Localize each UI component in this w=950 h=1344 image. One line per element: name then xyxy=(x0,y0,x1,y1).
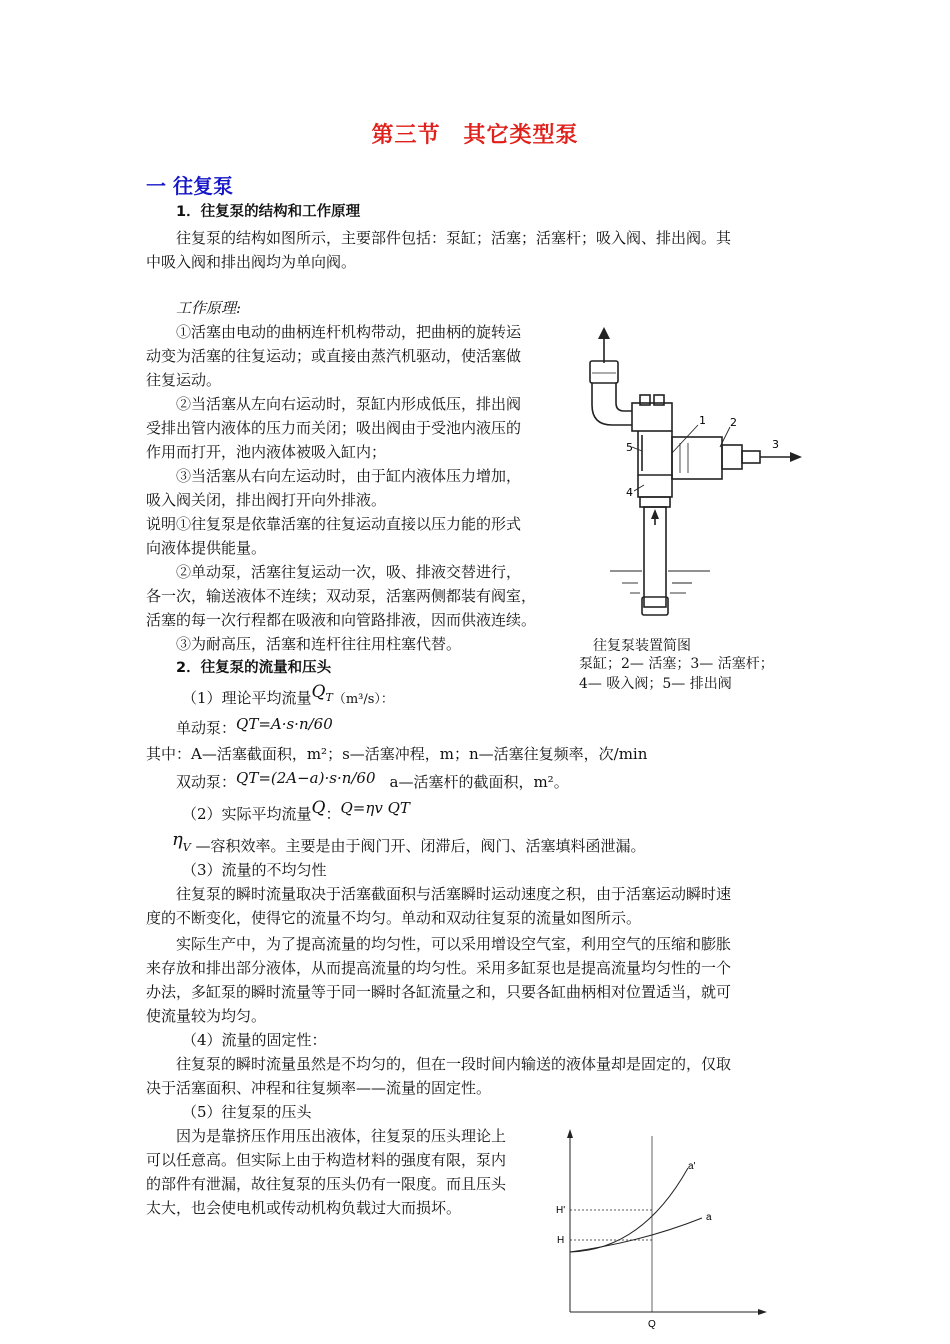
work-principle-label: 工作原理: xyxy=(176,299,242,317)
figure-label-1: 1 xyxy=(699,414,706,427)
principle-line: 活塞的每一次行程都在吸液和向管路排液，因而供液连续。 xyxy=(146,611,537,629)
principle-line: 各一次，输送液体不连续；双动泵，活塞两侧都装有阀室， xyxy=(146,587,537,605)
theory-flow-line xyxy=(182,682,394,712)
figure-label-2: 2 xyxy=(730,416,737,429)
principle-line: ③当活塞从右向左运动时，由于缸内液体压力增加， xyxy=(176,467,522,485)
intro-line-1: 往复泵的结构如图所示，主要部件包括：泵缸；活塞；活塞杆；吸入阀、排出阀。其 xyxy=(176,229,732,247)
principle-line: ②单动泵，活塞往复运动一次，吸、排液交替进行， xyxy=(176,563,522,581)
item4-line2: 决于活塞面积、冲程和往复频率——流量的固定性。 xyxy=(146,1079,492,1097)
eta-description: —容积效率。主要是由于阀门开、闭滞后，阀门、活塞填料函泄漏。 xyxy=(195,837,646,855)
item5-line: 太大，也会使电机或传动机构负载过大而损坏。 xyxy=(146,1199,462,1217)
figure-label-3: 3 xyxy=(772,438,779,451)
item3-p2-line3: 办法，多缸泵的瞬时流量等于同一瞬时各缸流量之和，只要各缸曲柄相对位置适当，就可 xyxy=(146,983,732,1001)
graph-label-a-prime: a' xyxy=(688,1161,696,1172)
eta-line xyxy=(172,829,646,860)
principle-line: ①活塞由电动的曲柄连杆机构带动，把曲柄的旋转运 xyxy=(176,323,522,341)
actual-flow-sep: ： xyxy=(325,805,341,823)
actual-flow-prefix: （2）实际平均流量 xyxy=(182,805,312,823)
figure-caption-line2: 4— 吸入阀；5— 排出阀 xyxy=(579,676,732,692)
section-title: 第三节 其它类型泵 xyxy=(371,123,579,148)
double-pump-formula: QT=(2A−a)·s·n/60 xyxy=(236,769,376,787)
reciprocating-pump-diagram xyxy=(580,325,815,635)
graph-label-h: H xyxy=(557,1235,565,1246)
eta-symbol: η xyxy=(172,829,183,850)
theory-flow-unit: （m³/s）： xyxy=(332,692,394,707)
item3-p2-line4: 使流量较为均匀。 xyxy=(146,1007,267,1025)
item3-title: （3）流量的不均匀性 xyxy=(182,861,327,879)
double-pump-line xyxy=(176,770,569,794)
figure-label-5: 5 xyxy=(626,441,633,454)
eta-subscript: V xyxy=(182,841,191,854)
item3-p2-line1: 实际生产中，为了提高流量的均匀性，可以采用增设空气室，利用空气的压缩和膨胀 xyxy=(176,935,732,953)
actual-flow-line xyxy=(182,798,410,826)
figure-caption-line1: 泵缸；2— 活塞；3— 活塞杆； xyxy=(579,656,774,672)
principle-line: 作用而打开，池内液体被吸入缸内； xyxy=(146,443,387,461)
item5-line: 因为是靠挤压作用压出液体，往复泵的压头理论上 xyxy=(176,1127,507,1145)
principle-line: ②当活塞从左向右运动时，泵缸内形成低压，排出阀 xyxy=(176,395,522,413)
item5-line: 可以任意高。但实际上由于构造材料的强度有限，泵内 xyxy=(146,1151,507,1169)
principle-line: 受排出管内液体的压力而关闭；吸出阀由于受池内液压的 xyxy=(146,419,522,437)
flow-symbol: Q xyxy=(311,682,326,702)
item3-p1-line1: 往复泵的瞬时流量取决于活塞截面积与活塞瞬时运动速度之积，由于活塞运动瞬时速 xyxy=(176,885,732,903)
actual-flow-formula: Q=ηv QT xyxy=(340,799,410,817)
graph-label-q: Q xyxy=(648,1319,656,1330)
item5-title: （5）往复泵的压头 xyxy=(182,1103,312,1121)
theory-flow-prefix: （1）理论平均流量 xyxy=(182,689,312,707)
actual-flow-symbol: Q xyxy=(311,798,326,818)
principle-line: ③为耐高压，活塞和连杆往往用柱塞代替。 xyxy=(176,635,462,653)
item3-p1-line2: 度的不断变化，使得它的流量不均匀。单动和双动往复泵的流量如图所示。 xyxy=(146,909,642,927)
principle-line: 吸入阀关闭，排出阀打开向外排液。 xyxy=(146,491,387,509)
where-line: 其中：A—活塞截面积，m²；s—活塞冲程，m；n—活塞往复频率，次/min xyxy=(146,745,648,763)
flow-subscript: T xyxy=(325,691,333,704)
principle-line: 往复运动。 xyxy=(146,371,222,389)
single-pump-line xyxy=(176,716,333,740)
figure-label-4: 4 xyxy=(626,486,633,499)
subheading-structure: 1．往复泵的结构和工作原理 xyxy=(176,204,361,220)
item3-p2-line2: 来存放和排出部分液体，从而提高流量的均匀性。采用多缸泵也是提高流量均匀性的一个 xyxy=(146,959,732,977)
subheading-flow-head: 2．往复泵的流量和压头 xyxy=(176,660,332,676)
double-pump-label: 双动泵： xyxy=(176,773,237,791)
graph-label-a: a xyxy=(706,1212,712,1223)
principle-line: 动变为活塞的往复运动；或直接由蒸汽机驱动，使活塞做 xyxy=(146,347,522,365)
figure-caption-title: 往复泵装置简图 xyxy=(593,638,691,654)
item4-line1: 往复泵的瞬时流量虽然是不均匀的，但在一段时间内输送的液体量却是固定的，仅取 xyxy=(176,1055,732,1073)
single-pump-formula: QT=A·s·n/60 xyxy=(236,715,333,733)
double-pump-note: a—活塞杆的截面积，m²。 xyxy=(389,773,569,791)
graph-label-h-prime: H' xyxy=(556,1205,566,1216)
heading-reciprocating-pump: 一 往复泵 xyxy=(146,174,233,198)
single-pump-label: 单动泵： xyxy=(176,719,237,737)
principle-line: 说明①往复泵是依靠活塞的往复运动直接以压力能的形式 xyxy=(146,515,522,533)
item5-line: 的部件有泄漏，故往复泵的压头仍有一限度。而且压头 xyxy=(146,1175,507,1193)
intro-line-2: 中吸入阀和排出阀均为单向阀。 xyxy=(146,253,357,271)
principle-line: 向液体提供能量。 xyxy=(146,539,267,557)
item4-title: （4）流量的固定性： xyxy=(182,1031,327,1049)
head-flow-graph xyxy=(552,1126,782,1336)
